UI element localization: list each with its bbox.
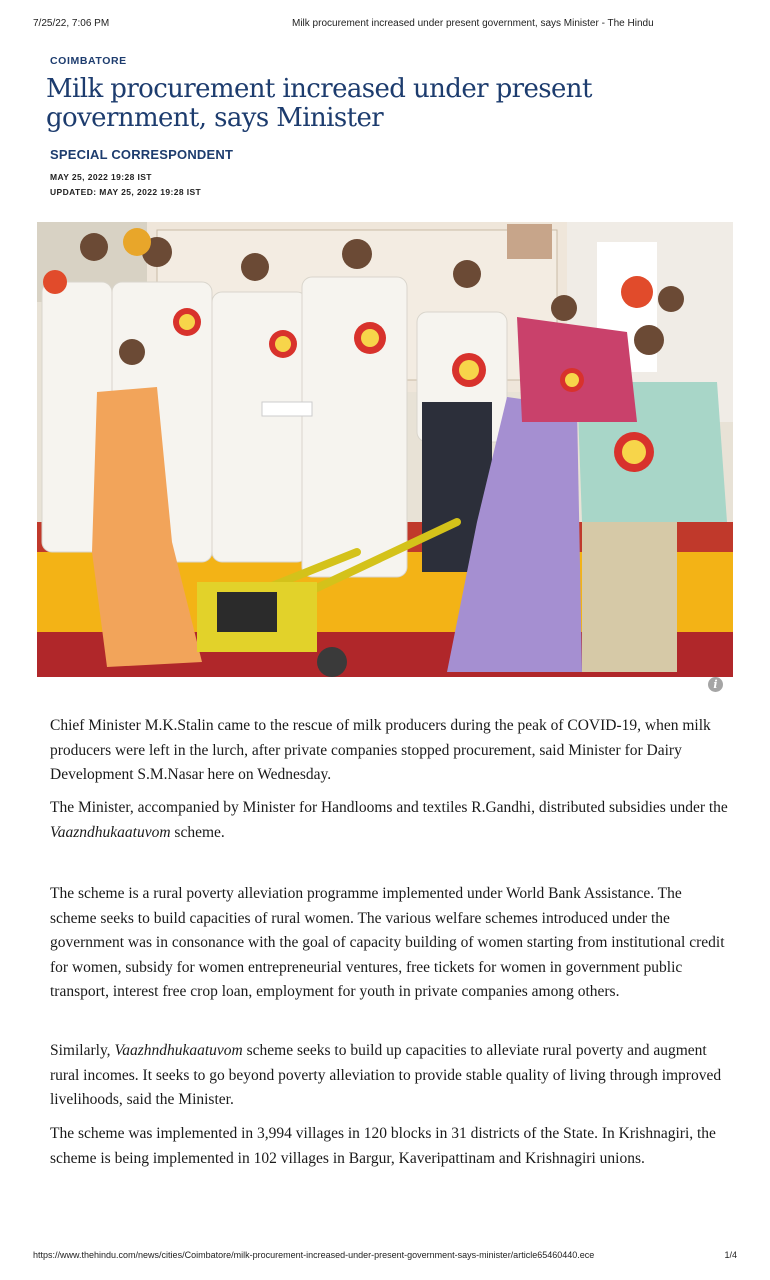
print-header bbox=[33, 18, 737, 32]
page-url[interactable]: https://www.thehindu.com/news/cities/Coimbatore/milk-procurement-increased-under-present-government-says-minister/article65460440.ece bbox=[33, 1250, 595, 1260]
info-icon[interactable]: i bbox=[708, 677, 723, 692]
article-headline: Milk procurement increased under present government, says Minister bbox=[46, 74, 592, 133]
section-label[interactable]: COIMBATORE bbox=[50, 55, 127, 67]
print-datetime: 7/25/22, 7:06 PM bbox=[33, 18, 110, 29]
print-page-title: Milk procurement increased under present government, says Minister - The Hindu bbox=[292, 18, 654, 29]
byline[interactable]: SPECIAL CORRESPONDENT bbox=[50, 147, 234, 162]
published-date: MAY 25, 2022 19:28 IST bbox=[50, 172, 152, 182]
article-paragraph: The scheme was implemented in 3,994 villages in 120 blocks in 31 districts of the State. In Krishnagiri, the scheme is being implemented in 102 villages in Bargur, Kaveripattinam and Krishnagiri unions. bbox=[50, 1125, 716, 1167]
updated-date: UPDATED: MAY 25, 2022 19:28 IST bbox=[50, 187, 202, 197]
scheme-name: Vaazhndhukaatuvom bbox=[114, 1042, 243, 1059]
scheme-name: Vaazndhukaatuvom bbox=[50, 823, 171, 841]
article-paragraph: The scheme is a rural poverty alleviation programme implemented under World Bank Assistance. The scheme seeks to build capacities of rural women. The various welfare schemes introduced under the government was in consonance with the goal of capacity building of women starting from institutional credit for women, subsidy for women entrepreneurial ventures, free tickets for women in government public transport, interest free crop loan, employment for youth in private companies among others. bbox=[50, 885, 725, 1000]
article-paragraph: The Minister, accompanied by Minister for Handlooms and textiles R.Gandhi, distributed subsidies under the Vaazndhukaatuvom scheme. bbox=[50, 799, 728, 841]
article-paragraph: Similarly, Vaazhndhukaatuvom scheme seeks to build up capacities to alleviate rural poverty and augment rural incomes. It seeks to go beyond poverty alleviation to provide stable quality of living through improved livelihoods, said the Minister. bbox=[50, 1042, 722, 1108]
page-indicator: 1/4 bbox=[724, 1250, 737, 1260]
article-paragraph: Chief Minister M.K.Stalin came to the rescue of milk producers during the peak of COVID-19, when milk producers were left in the lurch, after private companies stopped procurement, said Minister for Dairy Development S.M.Nasar here on Wednesday. bbox=[50, 717, 711, 783]
event-photo-illustration bbox=[37, 222, 733, 677]
article-photo bbox=[37, 222, 733, 677]
